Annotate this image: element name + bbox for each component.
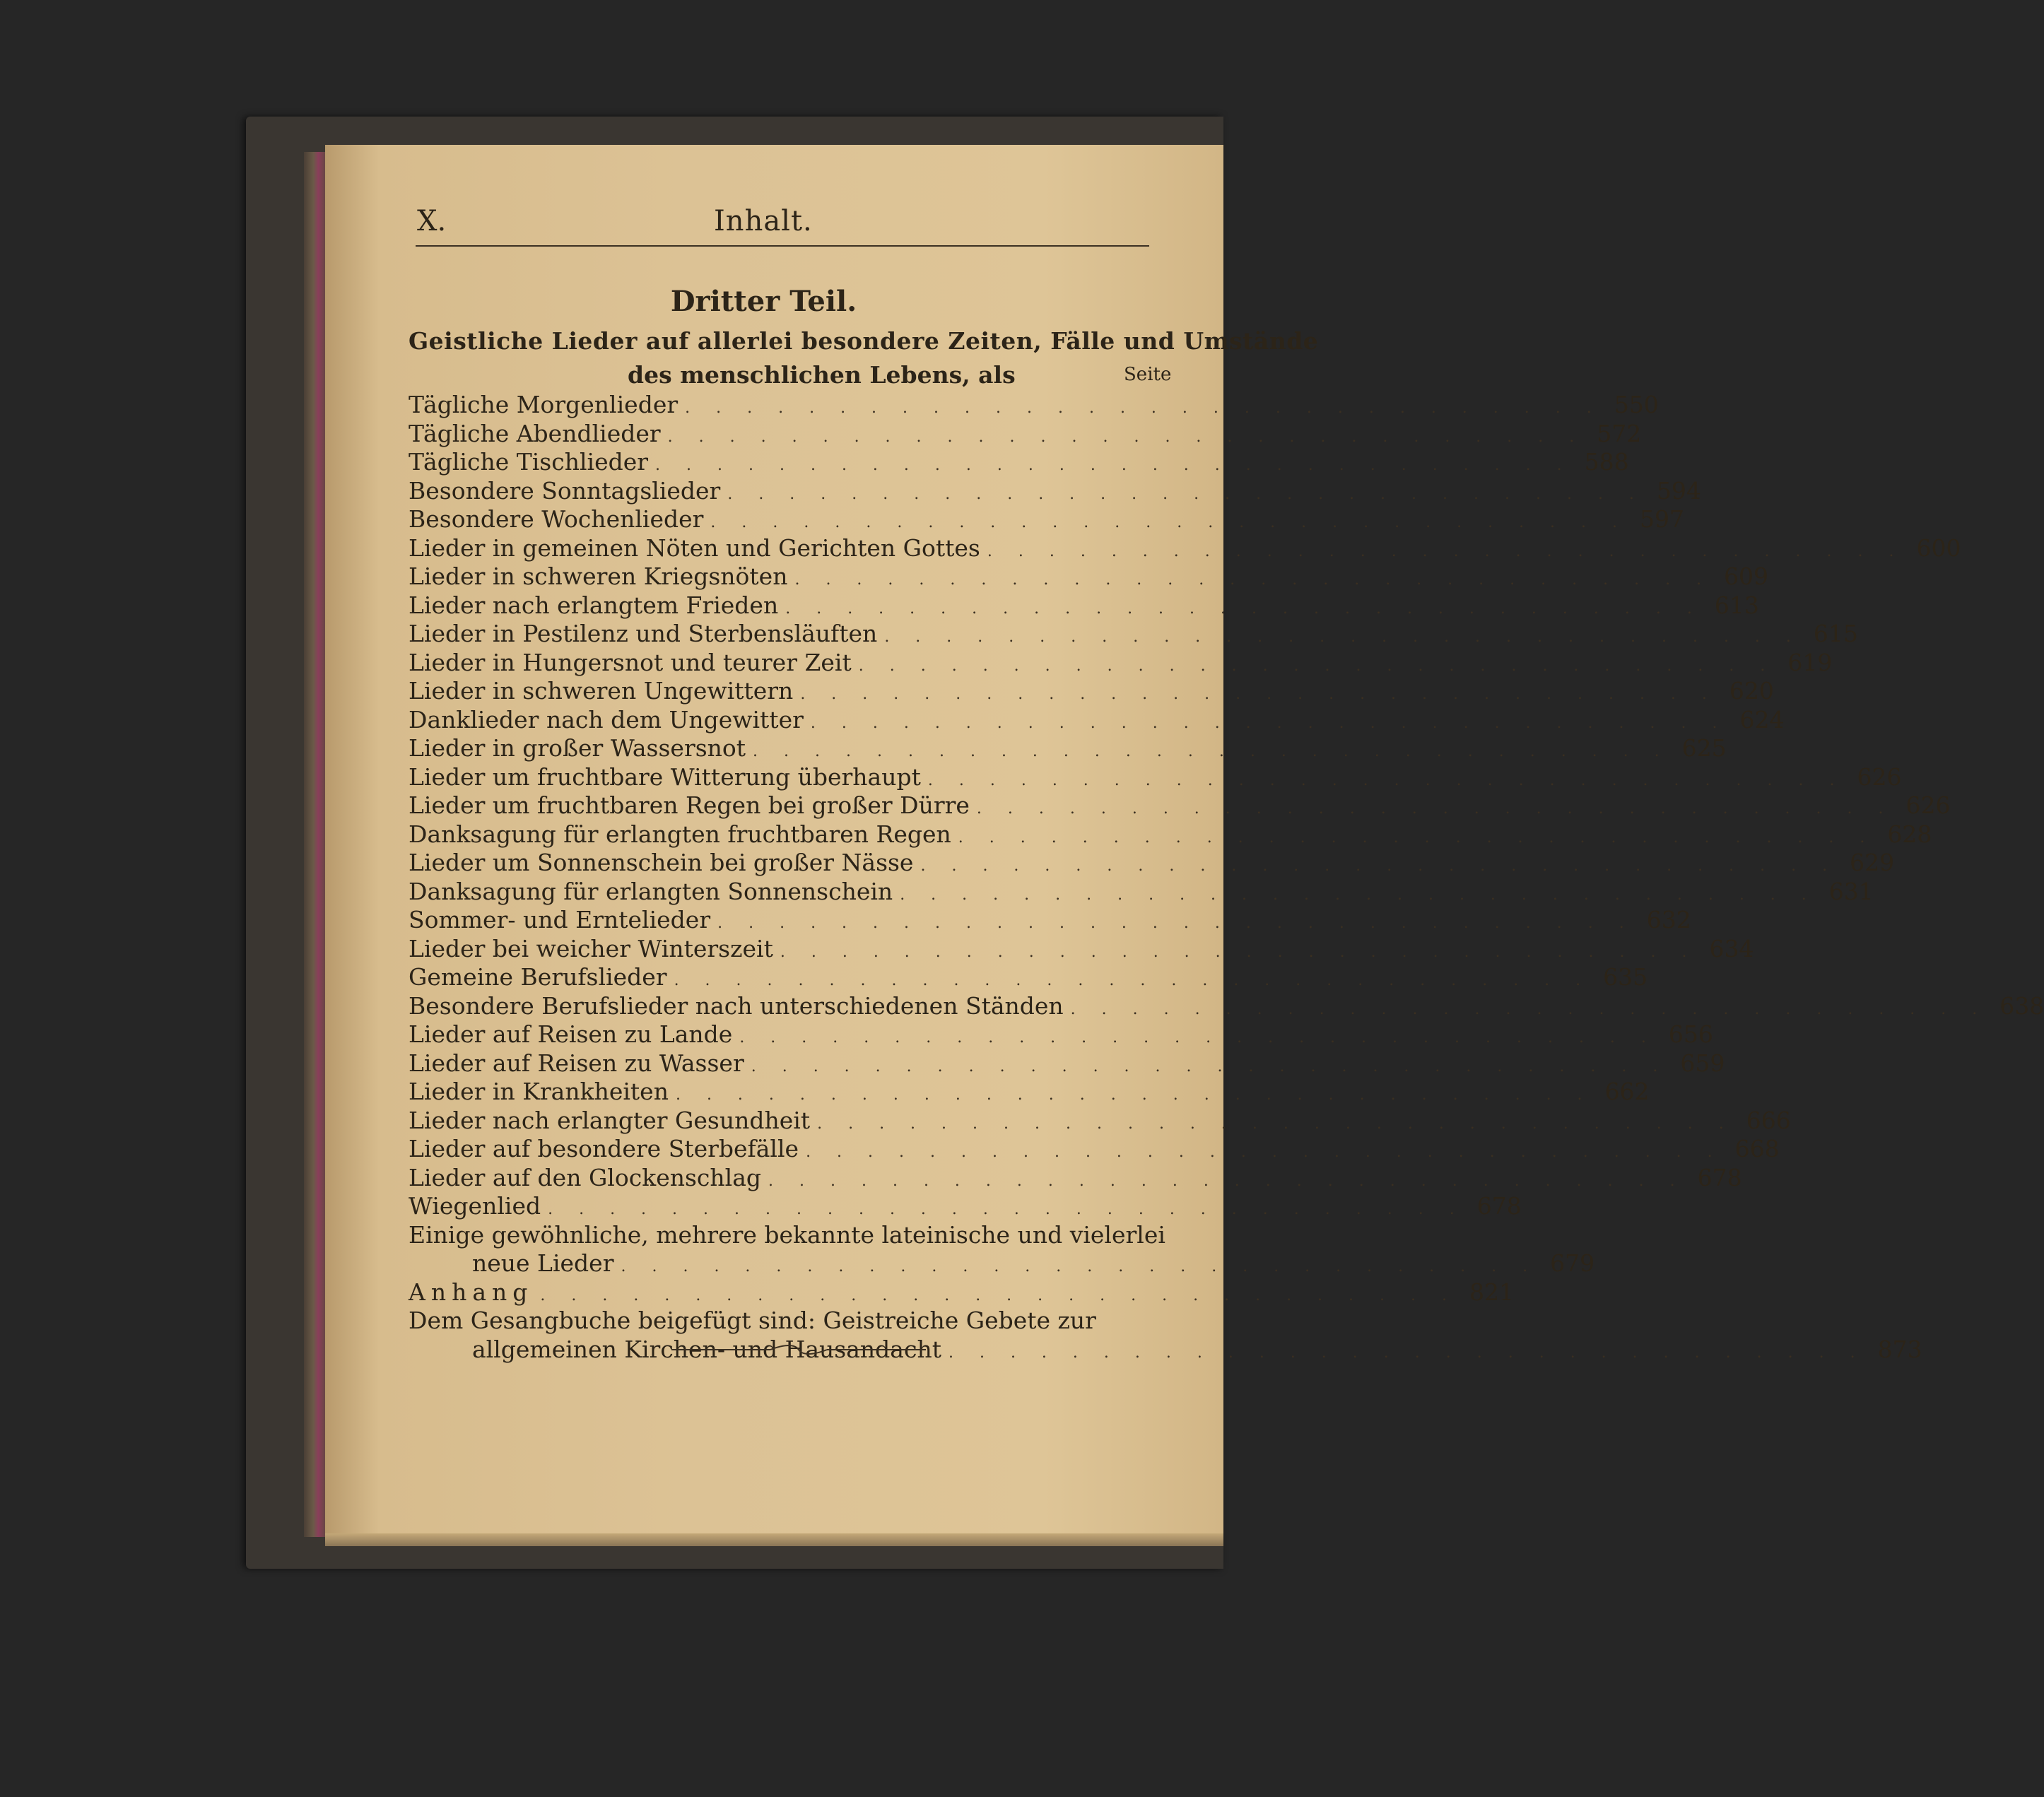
toc-entry-label: neue Lieder — [472, 1249, 614, 1277]
toc-entry[interactable] — [409, 734, 1727, 763]
toc-entry-label: Lieder in großer Wassersnot — [409, 734, 746, 762]
toc-entry-label: Lieder um fruchtbaren Regen bei großer Dürre — [409, 791, 970, 819]
part-title: Dritter Teil. — [670, 285, 857, 318]
toc-entry-multiline[interactable] — [409, 1307, 1154, 1336]
toc-entry-label: Tägliche Morgenlieder — [409, 391, 679, 418]
running-title: Inhalt. — [714, 205, 813, 237]
toc-entry[interactable] — [409, 677, 1774, 706]
toc-entry-anhang[interactable] — [409, 1278, 1514, 1307]
toc-entry-page: 600 — [1916, 534, 1961, 562]
toc-entry-label: Danklieder nach dem Ungewitter — [409, 705, 804, 733]
toc-entry[interactable] — [409, 705, 1785, 735]
toc-entry-label: Lieder auf Reisen zu Lande — [409, 1020, 733, 1048]
leader-dots: . . . . . . . . . . . . . . . . . . . . . . . . . . . . . . — [927, 771, 1845, 789]
toc-entry[interactable] — [409, 505, 1685, 534]
toc-entry[interactable] — [409, 1078, 1650, 1107]
toc-entry-page: 624 — [1739, 705, 1785, 733]
running-head — [417, 205, 1174, 247]
leader-dots: . . . . . . . . . . . . . . . . . . . . . . . . . . . . . . — [800, 685, 1717, 703]
page-column-label: Seite — [1124, 364, 1172, 385]
leader-dots: . . . . . . . . . . . . . . . . . . . . . . . . . . . . . . — [685, 399, 1602, 417]
toc-entry-page: 588 — [1584, 448, 1629, 476]
toc-entry-page: 550 — [1614, 391, 1659, 418]
toc-entry-page: 626 — [1857, 762, 1902, 791]
leader-dots: . . . . . . . . . . . . . . . . . . . . . . . . . . . . . . — [976, 800, 1894, 818]
toc-entry[interactable] — [409, 562, 1769, 591]
leader-dots: . . . . . . . . . . . . . . . . . . . . . . . . . . . . . . — [1070, 1000, 1988, 1018]
toc-entry-label: Gemeine Berufslieder — [409, 963, 667, 991]
toc-entry-label: Besondere Berufslieder nach unterschiedenen Ständen — [409, 991, 1064, 1020]
toc-entry-label: Anhang — [409, 1278, 534, 1306]
toc-entry-label: Sommer- und Erntelieder — [409, 906, 711, 933]
page-number: X. — [417, 205, 447, 237]
leader-dots: . . . . . . . . . . . . . . . . . . . . . . . . . . . . . . — [948, 1343, 1866, 1362]
toc-entry[interactable] — [409, 877, 1874, 907]
toc-entry-label: Lieder nach erlangter Gesundheit — [409, 1106, 811, 1134]
table-of-contents — [409, 391, 2044, 1364]
book-spine-edge — [304, 152, 328, 1537]
toc-entry[interactable] — [409, 1106, 1791, 1136]
toc-entry-label: Besondere Sonntagslieder — [409, 476, 721, 505]
toc-entry[interactable] — [409, 820, 1932, 849]
toc-entry[interactable] — [409, 1192, 1522, 1221]
leader-dots: . . . . . . . . . . . . . . . . . . . . . . . . . . . . . . — [806, 1143, 1723, 1161]
toc-entry-page: 678 — [1476, 1192, 1522, 1220]
leader-dots: . . . . . . . . . . . . . . . . . . . . . . . . . . . . . . — [817, 1114, 1734, 1133]
toc-entry-label: Lieder um Sonnenschein bei großer Nässe — [409, 849, 914, 876]
toc-entry-page: 638 — [1999, 991, 2044, 1020]
leader-dots: . . . . . . . . . . . . . . . . . . . . . . . . . . . . . . — [794, 571, 1713, 589]
section-subtitle-line2: des menschlichen Lebens, als — [628, 361, 1016, 389]
toc-entry[interactable] — [409, 648, 1833, 678]
leader-dots: . . . . . . . . . . . . . . . . . . . . . . . . . . . . . . — [810, 714, 1728, 732]
toc-entry-page: 678 — [1697, 1163, 1742, 1191]
toc-entry-multiline[interactable] — [409, 1220, 1165, 1250]
leader-dots: . . . . . . . . . . . . . . . . . . . . . . . . . . . . . . — [667, 428, 1585, 446]
toc-entry-page: 656 — [1668, 1020, 1713, 1048]
toc-entry[interactable] — [409, 934, 1754, 964]
toc-entry[interactable] — [409, 1020, 1713, 1049]
toc-entry-label: Einige gewöhnliche, mehrere bekannte lateinische und vielerlei — [409, 1220, 1165, 1249]
leader-dots: . . . . . . . . . . . . . . . . . . . . . . . . . . . . . . — [768, 1172, 1686, 1190]
toc-entry-page: 635 — [1603, 963, 1648, 991]
toc-entry-label: Tägliche Tischlieder — [409, 448, 649, 476]
toc-entry-label: Lieder in Hungersnot und teurer Zeit — [409, 648, 852, 676]
toc-entry-page: 597 — [1640, 505, 1685, 533]
toc-entry-page: 668 — [1734, 1135, 1780, 1162]
toc-entry-label: Lieder auf Reisen zu Wasser — [409, 1049, 744, 1077]
toc-entry[interactable] — [409, 1049, 1725, 1078]
toc-entry[interactable] — [409, 791, 1951, 820]
toc-entry-page: 666 — [1746, 1106, 1791, 1134]
page-bottom-edge — [325, 1533, 1223, 1546]
leader-dots: . . . . . . . . . . . . . . . . . . . . . . . . . . . . . . — [753, 743, 1670, 760]
toc-entry[interactable] — [409, 1163, 1742, 1193]
toc-entry[interactable] — [409, 534, 1961, 563]
leader-dots: . . . . . . . . . . . . . . . . . . . . . . . . . . . . . . — [655, 456, 1573, 474]
toc-entry-page: 626 — [1905, 791, 1951, 819]
toc-entry-label: Lieder bei weicher Winterszeit — [409, 934, 773, 962]
toc-entry-page: 615 — [1813, 620, 1858, 647]
toc-entry-label: Lieder in gemeinen Nöten und Gerichten Gottes — [409, 534, 980, 562]
leader-dots: . . . . . . . . . . . . . . . . . . . . . . . . . . . . . . — [900, 885, 1817, 904]
ornament-rule — [671, 1343, 926, 1357]
leader-dots: . . . . . . . . . . . . . . . . . . . . . . . . . . . . . . — [727, 485, 1645, 503]
toc-entry[interactable] — [409, 762, 1902, 792]
toc-entry-label: Lieder nach erlangtem Frieden — [409, 591, 779, 619]
toc-entry-label: Lieder in Krankheiten — [409, 1078, 669, 1105]
toc-entry[interactable] — [409, 963, 1648, 992]
toc-entry-page: 662 — [1604, 1078, 1650, 1105]
toc-entry-page: 634 — [1709, 934, 1754, 962]
leader-dots: . . . . . . . . . . . . . . . . . . . . . . . . . . . . . . — [717, 914, 1635, 932]
leader-dots: . . . . . . . . . . . . . . . . . . . . . . . . . . . . . . — [884, 628, 1802, 646]
toc-entry-page: 572 — [1597, 419, 1642, 447]
toc-entry[interactable] — [409, 591, 1759, 620]
toc-entry-label: Lieder in Pestilenz und Sterbensläuften — [409, 620, 878, 647]
toc-entry-page: 821 — [1469, 1278, 1514, 1306]
toc-entry[interactable] — [409, 391, 1659, 420]
toc-entry-label: Lieder auf besondere Sterbefälle — [409, 1135, 799, 1162]
leader-dots: . . . . . . . . . . . . . . . . . . . . . . . . . . . . . . — [675, 1086, 1593, 1104]
toc-entry-page: 609 — [1724, 562, 1769, 590]
leader-dots: . . . . . . . . . . . . . . . . . . . . . . . . . . . . . . — [710, 514, 1628, 531]
toc-entry[interactable] — [409, 448, 1629, 477]
toc-entry-label: Lieder um fruchtbare Witterung überhaupt — [409, 762, 921, 791]
leader-dots: . . . . . . . . . . . . . . . . . . . . . . . . . . . . . . — [621, 1258, 1539, 1275]
book-page — [325, 145, 2044, 1533]
toc-entry-page: 679 — [1550, 1249, 1595, 1277]
leader-dots: . . . . . . . . . . . . . . . . . . . . . . . . . . . . . . — [920, 857, 1838, 875]
leader-dots: . . . . . . . . . . . . . . . . . . . . . . . . . . . . . . — [958, 828, 1876, 847]
leader-dots: . . . . . . . . . . . . . . . . . . . . . . . . . . . . . . — [987, 542, 1905, 560]
toc-entry-label: Dem Gesangbuche beigefügt sind: Geistreiche Gebete zur — [409, 1307, 1096, 1334]
toc-entry-continuation[interactable] — [409, 1249, 1595, 1278]
toc-entry-label: Besondere Wochenlieder — [409, 505, 704, 533]
leader-dots: . . . . . . . . . . . . . . . . . . . . . . . . . . . . . . — [674, 972, 1592, 989]
toc-entry[interactable] — [409, 419, 1642, 449]
leader-dots: . . . . . . . . . . . . . . . . . . . . . . . . . . . . . . — [739, 1029, 1657, 1047]
toc-entry-page: 628 — [1887, 820, 1932, 848]
toc-entry[interactable] — [409, 849, 1895, 878]
toc-entry-page: 629 — [1850, 849, 1895, 876]
leader-dots: . . . . . . . . . . . . . . . . . . . . . . . . . . . . . . — [540, 1286, 1457, 1304]
toc-entry-page: 631 — [1828, 877, 1874, 905]
toc-entry-label: Danksagung für erlangten fruchtbaren Regen — [409, 820, 951, 848]
leader-dots: . . . . . . . . . . . . . . . . . . . . . . . . . . . . . . — [858, 656, 1776, 675]
section-subtitle-line1: Geistliche Lieder auf allerlei besondere Zeiten, Fälle und Umstände — [409, 327, 1319, 355]
toc-entry-page: 619 — [1787, 648, 1833, 676]
toc-entry-label: Lieder in schweren Ungewittern — [409, 677, 794, 705]
toc-entry-label: Tägliche Abendlieder — [409, 419, 661, 447]
leader-dots: . . . . . . . . . . . . . . . . . . . . . . . . . . . . . . — [780, 943, 1698, 961]
toc-entry-page: 620 — [1729, 677, 1774, 705]
toc-entry-label: Danksagung für erlangten Sonnenschein — [409, 877, 893, 905]
toc-entry-page: 594 — [1656, 476, 1701, 505]
toc-entry[interactable] — [409, 476, 1701, 506]
toc-entry-page: 632 — [1646, 906, 1691, 933]
toc-entry[interactable] — [409, 991, 2044, 1021]
toc-entry[interactable] — [409, 906, 1691, 935]
header-rule — [416, 245, 1149, 247]
leader-dots: . . . . . . . . . . . . . . . . . . . . . . . . . . . . . . — [548, 1201, 1465, 1218]
toc-entry-label: Lieder auf den Glockenschlag — [409, 1163, 762, 1191]
toc-entry[interactable] — [409, 620, 1858, 649]
toc-entry-label: allgemeinen Kirchen- und Hausandacht — [472, 1335, 941, 1363]
toc-entry-label: Wiegenlied — [409, 1192, 541, 1220]
toc-entry-page: 625 — [1681, 734, 1727, 762]
toc-entry-page: 873 — [1877, 1335, 1922, 1363]
toc-entry-page: 613 — [1714, 591, 1759, 619]
toc-entry-label: Lieder in schweren Kriegsnöten — [409, 562, 788, 590]
toc-entry-page: 659 — [1680, 1049, 1725, 1077]
leader-dots: . . . . . . . . . . . . . . . . . . . . . . . . . . . . . . — [751, 1057, 1669, 1076]
leader-dots: . . . . . . . . . . . . . . . . . . . . . . . . . . . . . . — [785, 599, 1703, 618]
toc-entry[interactable] — [409, 1135, 1780, 1164]
